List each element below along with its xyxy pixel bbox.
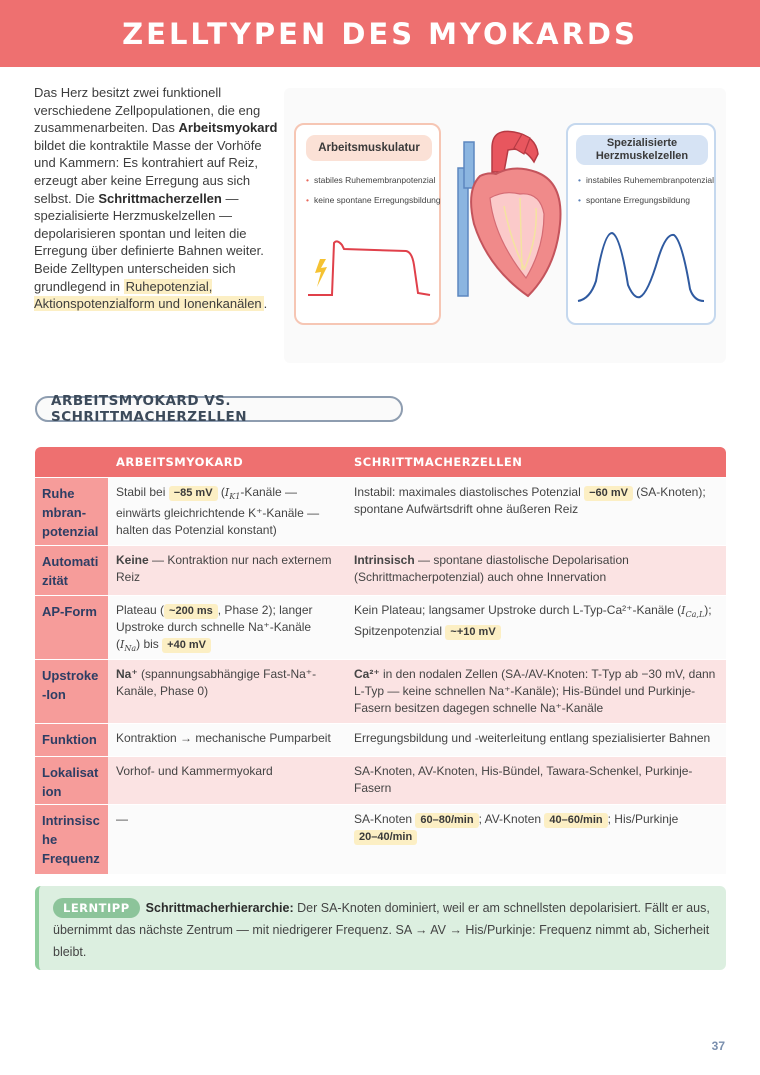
table-row	[35, 545, 726, 595]
cell-text: — Kontraktion nur nach externem Reiz	[116, 553, 332, 584]
table-cell	[346, 805, 726, 874]
table-row	[35, 477, 726, 545]
table-row	[35, 723, 726, 756]
spezialisierte-title-line-1: Spezialisierte	[606, 137, 678, 149]
row-label: Automati zität	[35, 546, 108, 595]
table-cell: Stabil bei −85 mV ($I_{K1}$-Kanäle — einwärts gleichrichtende K⁺-Kanäle — halten das Potenzial konstant)	[108, 478, 346, 545]
cell-text: Instabil: maximales diastolisches Potenzial	[354, 485, 585, 499]
value-badge: ~+10 mV	[445, 625, 500, 640]
cell-text: Plateau (	[116, 603, 165, 617]
row-label: Ruhe mbran- potenzial	[35, 478, 108, 545]
cell-text: (SA-Knoten); spontane Aufwärtsdrift ohne äußeren Reiz	[354, 485, 706, 516]
cell-text: — spontane diastolische Depolarisation (Schrittmacherpotenzial) auch ohne Innervation	[354, 553, 629, 584]
table-cell	[108, 546, 346, 595]
cell-text: (spannungsabhängige Fast-Na⁺-Kanäle, Phase 0)	[116, 667, 317, 698]
action-potential-curve	[306, 235, 434, 315]
cell-text: ; AV-Knoten	[478, 812, 545, 826]
cell-bold: Ca²⁺	[354, 667, 380, 681]
spezialisierte-title-line-2: Herzmuskelzellen	[595, 150, 689, 162]
intro-text: .	[263, 296, 268, 312]
cell-text: ); Spitzenpotenzial	[354, 603, 712, 639]
row-label: AP-Form	[35, 596, 108, 659]
table-row	[35, 595, 726, 659]
tip-title: Schrittmacherhierarchie:	[145, 901, 294, 915]
arbeitsmuskulatur-card	[294, 123, 441, 325]
card-bullet: • instabiles Ruhemembranpotenzial	[578, 175, 714, 185]
symbol-ina: $I_{Na}$	[120, 638, 137, 654]
table-cell	[346, 660, 726, 723]
intro-text: bildet die kontraktile Masse der Vorhöfe und Kammern: Es kontrahiert auf Reiz, erzeugt aber keine Erregung aus sich selbst. Die	[34, 137, 262, 206]
value-badge: −60 mV	[584, 486, 633, 501]
table-cell	[346, 478, 726, 545]
intro-term-schrittmacherzellen: Schrittmacherzellen	[98, 190, 222, 206]
pacemaker-potential-curve	[576, 229, 708, 309]
cell-bold: Na⁺	[116, 667, 138, 681]
cell-text: ; His/Purkinje	[607, 812, 679, 826]
comparison-table	[35, 447, 726, 874]
section-title: ARBEITSMYOKARD VS. SCHRITTMACHERZELLEN	[51, 393, 248, 425]
row-label: Intrinsisc he Frequenz	[35, 805, 108, 874]
spezialisierte-herzmuskelzellen-card	[566, 123, 716, 325]
row-label: Funktion	[35, 724, 108, 756]
header-empty-cell	[35, 447, 108, 477]
symbol-ik1: $I_{K1}$	[224, 486, 241, 502]
table-cell: SA-Knoten, AV-Knoten, His-Bündel, Tawara-Schenkel, Purkinje-Fasern	[346, 757, 726, 804]
table-cell	[346, 546, 726, 595]
table-row	[35, 659, 726, 723]
cell-text: Stabil bei	[116, 485, 169, 499]
page-number: 37	[711, 1039, 725, 1053]
value-badge: +40 mV	[162, 638, 211, 653]
heart-icon	[444, 128, 562, 300]
section-heading	[35, 393, 403, 425]
cell-text: SA-Knoten	[354, 812, 416, 826]
intro-paragraph	[34, 84, 284, 313]
cell-text: Kein Plateau; langsamer Upstroke durch L-Typ-Ca²⁺-Kanäle (	[354, 603, 682, 617]
row-label: Upstroke -Ion	[35, 660, 108, 723]
heart-illustration	[284, 88, 726, 363]
page-title: ZELLTYPEN DES MYOKARDS	[122, 16, 638, 51]
learning-tip-box	[35, 886, 726, 970]
card-bullet: • spontane Erregungsbildung	[578, 195, 690, 205]
table-cell: Kontraktion → mechanische Pumparbeit	[108, 724, 346, 756]
cell-text: ) bis	[136, 637, 163, 651]
table-cell	[108, 660, 346, 723]
card-bullet: • stabiles Ruhemembranpotenzial	[306, 175, 435, 185]
arbeitsmuskulatur-title: Arbeitsmuskulatur	[306, 135, 432, 161]
table-cell: —	[108, 805, 346, 874]
cell-bold: Intrinsisch	[354, 553, 415, 567]
intro-text: — spezialisierte Herzmuskelzellen — depolarisieren spontan und leiten die Erregung über definierte Bahnen weiter. Beide Zelltypen unterscheiden sich grundlegend in	[34, 190, 264, 294]
intro-highlight: Ruhepotenzial, Aktionspotenzialform und Ionenkanälen	[34, 278, 262, 312]
table-header	[35, 447, 726, 477]
table-cell: Vorhof- und Kammermyokard	[108, 757, 346, 804]
cell-text: , Phase 2); langer Upstroke durch schnelle Na⁺-Kanäle (	[116, 603, 313, 651]
tip-text: Der SA-Knoten dominiert, weil er am schnellsten depolarisiert. Fällt er aus, übernimmt das nächste Zentrum — mit niedrigerer Frequenz. SA → AV → His/Purkinje: Frequenz nimmt ab, Sicherheit bleibt.	[53, 901, 710, 959]
tip-badge: LERNTIPP	[53, 898, 140, 918]
cell-text: in den nodalen Zellen (SA-/AV-Knoten: T-Typ ab −30 mV, dann L-Typ — keine schnellen Na⁺-Kanäle); His-Bündel und Purkinje-Fasern besitzen dagegen schnelle Na⁺-Kanäle	[354, 667, 716, 715]
table-row	[35, 756, 726, 804]
cell-bold: Keine	[116, 553, 149, 567]
row-label: Lokalisat ion	[35, 757, 108, 804]
cell-text: -Kanäle — einwärts gleichrichtende K⁺-Kanäle — halten das Potenzial konstant)	[116, 485, 320, 538]
page-header	[0, 0, 760, 67]
value-badge: 60–80/min	[415, 813, 478, 828]
table-row	[35, 804, 726, 874]
table-cell	[108, 596, 346, 659]
symbol-ical: $I_{Ca,L}$	[681, 604, 705, 620]
value-badge: 20–40/min	[354, 830, 417, 845]
spezialisierte-title	[576, 135, 708, 165]
intro-text: Das Herz besitzt zwei funktionell verschiedene Zellpopulationen, die eng zusammenarbeiten. Das	[34, 85, 261, 136]
intro-term-arbeitsmyokard: Arbeitsmyokard	[178, 120, 278, 136]
card-bullet: • keine spontane Erregungsbildung	[306, 195, 441, 205]
col-header-schrittmacherzellen: SCHRITTMACHERZELLEN	[354, 455, 523, 469]
value-badge: ~200 ms	[164, 604, 218, 619]
lightning-icon	[315, 259, 327, 287]
col-header-arbeitsmyokard: ARBEITSMYOKARD	[116, 455, 244, 469]
value-badge: −85 mV	[169, 486, 218, 501]
table-cell	[346, 596, 726, 659]
value-badge: 40–60/min	[544, 813, 607, 828]
table-cell: Erregungsbildung und -weiterleitung entlang spezialisierter Bahnen	[346, 724, 726, 756]
